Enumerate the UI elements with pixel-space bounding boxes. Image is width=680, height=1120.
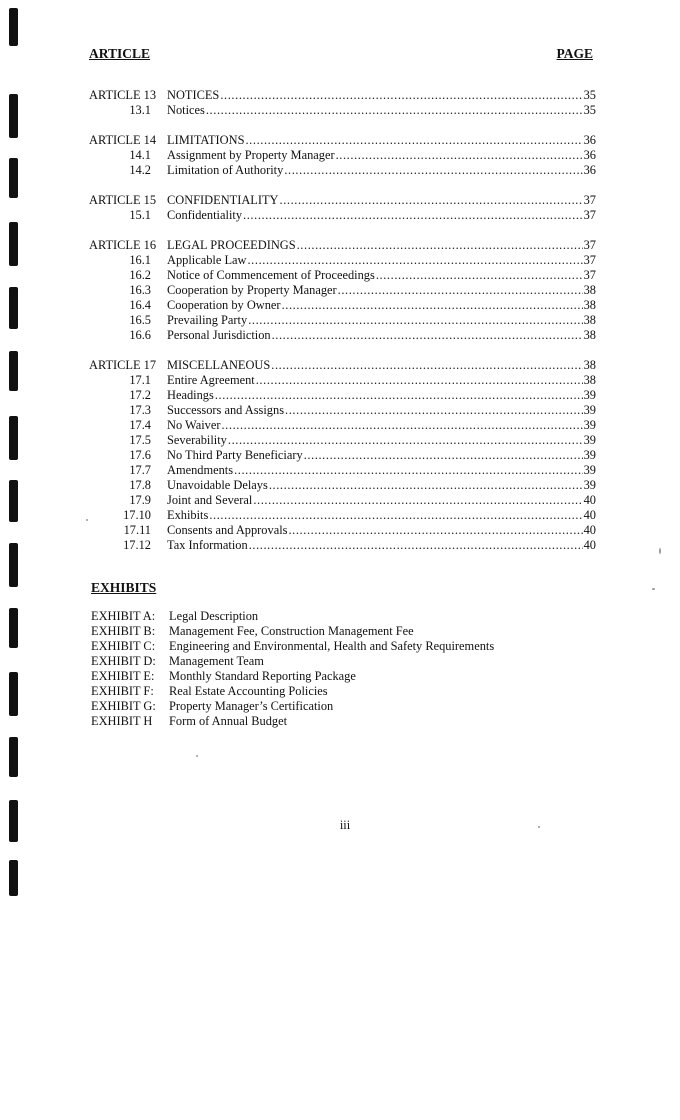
toc-section-number: 16.6 [129, 328, 151, 342]
toc-page-number: 37 [583, 268, 596, 282]
toc-page-number: 39 [583, 478, 596, 492]
toc-section-number: 14.2 [129, 163, 151, 177]
toc-article-label: ARTICLE 14 [89, 133, 157, 147]
toc-section-number: 17.4 [129, 418, 151, 432]
binder-hole [9, 351, 18, 391]
dot-leader [253, 492, 582, 508]
binder-hole [9, 860, 18, 896]
toc-entry-title: No Waiver [167, 418, 221, 432]
exhibit-label: EXHIBIT F: [91, 684, 154, 698]
dot-leader [215, 387, 583, 403]
toc-section-row [89, 492, 596, 508]
toc-section-number: 16.4 [129, 298, 151, 312]
toc-section-row [89, 432, 596, 448]
exhibit-description: Property Manager’s Certification [169, 699, 334, 713]
exhibits-heading: EXHIBITS [91, 580, 157, 595]
scan-speck [196, 755, 198, 757]
toc-entry-title: Unavoidable Delays [167, 478, 268, 492]
exhibit-description: Form of Annual Budget [169, 714, 288, 728]
toc-section-number: 17.12 [123, 538, 151, 552]
toc-page-number: 38 [583, 328, 596, 342]
toc-entry-title: LEGAL PROCEEDINGS [167, 238, 296, 252]
dot-leader [288, 522, 582, 538]
toc-page-number: 36 [583, 133, 596, 147]
binder-hole [9, 543, 18, 587]
dot-leader [284, 162, 582, 178]
toc-entry-title: NOTICES [167, 88, 220, 102]
dot-leader [234, 462, 583, 478]
toc-entry-title: Amendments [167, 463, 234, 477]
exhibit-label: EXHIBIT H [91, 714, 153, 728]
toc-article-row [89, 237, 596, 253]
dot-leader [336, 147, 583, 163]
toc-section-row [89, 297, 596, 313]
toc-entry-title: Consents and Approvals [167, 523, 288, 537]
exhibit-label: EXHIBIT A: [91, 609, 156, 623]
dot-leader [220, 87, 582, 103]
binder-hole [9, 222, 18, 266]
exhibit-description: Monthly Standard Reporting Package [169, 669, 356, 683]
toc-section-number: 17.1 [129, 373, 151, 387]
toc-page-number: 36 [583, 163, 596, 177]
binder-hole [9, 158, 18, 198]
toc-section-number: 17.10 [123, 508, 151, 522]
toc-section-row [89, 417, 596, 433]
toc-section-number: 16.2 [129, 268, 151, 282]
scan-speck [538, 826, 540, 828]
exhibit-description: Management Fee, Construction Management Fee [169, 624, 414, 638]
dot-leader [228, 432, 583, 448]
toc-entry-title: Notice of Commencement of Proceedings [167, 268, 375, 282]
dot-leader [271, 357, 582, 373]
toc-page-number: 39 [583, 433, 596, 447]
toc-entry-title: Headings [167, 388, 214, 402]
toc-section-row [89, 147, 596, 163]
toc-section-row [89, 507, 596, 523]
toc-page-number: 35 [583, 88, 596, 102]
exhibit-description: Real Estate Accounting Policies [169, 684, 328, 698]
toc-section-row [89, 312, 596, 328]
toc-entry-title: Confidentiality [167, 208, 243, 222]
binder-hole [9, 737, 18, 777]
toc-section-number: 17.3 [129, 403, 151, 417]
toc-section-row [89, 537, 596, 553]
exhibit-row [91, 639, 591, 654]
article-column-header: ARTICLE [89, 46, 151, 61]
toc-section-number: 13.1 [129, 103, 151, 117]
toc-section-number: 17.9 [129, 493, 151, 507]
toc-page-number: 40 [583, 523, 596, 537]
page-column-header: PAGE [556, 46, 593, 61]
toc-article-label: ARTICLE 17 [89, 358, 157, 372]
toc-section-number: 17.2 [129, 388, 151, 402]
dot-leader [304, 447, 583, 463]
dot-leader [209, 507, 582, 523]
toc-article-label: ARTICLE 16 [89, 238, 157, 252]
dot-leader [221, 417, 582, 433]
toc-page-number: 37 [583, 208, 596, 222]
toc-section-row [89, 267, 596, 283]
toc-section-row [89, 522, 596, 538]
exhibit-label: EXHIBIT D: [91, 654, 156, 668]
toc-entry-title: Successors and Assigns [167, 403, 285, 417]
toc-entry-title: Joint and Several [167, 493, 253, 507]
toc-section-row [89, 102, 596, 118]
toc-page-number: 37 [583, 253, 596, 267]
binder-hole [9, 94, 18, 138]
exhibit-description: Management Team [169, 654, 264, 668]
toc-entry-title: Personal Jurisdiction [167, 328, 271, 342]
dot-leader [269, 477, 583, 493]
toc-article-row [89, 192, 596, 208]
toc-entry-title: CONFIDENTIALITY [167, 193, 279, 207]
toc-page-number: 40 [583, 538, 596, 552]
scan-speck [652, 588, 655, 590]
toc-section-number: 17.7 [129, 463, 151, 477]
toc-entry-title: Severability [167, 433, 227, 447]
toc-section-number: 17.5 [129, 433, 151, 447]
exhibit-label: EXHIBIT C: [91, 639, 156, 653]
toc-section-row [89, 462, 596, 478]
toc-page-number: 38 [583, 373, 596, 387]
toc-section-row [89, 387, 596, 403]
toc-page-number: 40 [583, 493, 596, 507]
dot-leader [282, 297, 583, 313]
binder-hole [9, 416, 18, 460]
toc-page-number: 35 [583, 103, 596, 117]
toc-page-number: 40 [583, 508, 596, 522]
toc-section-row [89, 372, 596, 388]
page-number: iii [339, 818, 351, 832]
toc-section-row [89, 282, 596, 298]
toc-page-number: 39 [583, 418, 596, 432]
toc-section-number: 16.1 [129, 253, 151, 267]
dot-leader [247, 252, 582, 268]
binder-hole [9, 672, 18, 716]
toc-article-label: ARTICLE 15 [89, 193, 157, 207]
dot-leader [376, 267, 583, 283]
binder-hole [9, 800, 18, 842]
toc-entry-title: Entire Agreement [167, 373, 255, 387]
toc-entry-title: Tax Information [167, 538, 248, 552]
exhibit-row [91, 654, 591, 669]
binder-hole [9, 287, 18, 329]
exhibit-row [91, 699, 591, 714]
toc-entry-title: Exhibits [167, 508, 209, 522]
dot-leader [206, 102, 583, 118]
dot-leader [272, 327, 583, 343]
exhibit-label: EXHIBIT B: [91, 624, 156, 638]
toc-entry-title: Notices [167, 103, 205, 117]
toc-page-number: 39 [583, 388, 596, 402]
toc-entry-title: Cooperation by Owner [167, 298, 281, 312]
exhibit-row [91, 714, 591, 729]
dot-leader [243, 207, 583, 223]
scan-speck [86, 519, 88, 521]
toc-entry-title: Cooperation by Property Manager [167, 283, 337, 297]
toc-section-number: 14.1 [129, 148, 151, 162]
exhibit-description: Engineering and Environmental, Health and Safety Requirements [169, 639, 495, 653]
toc-section-row [89, 207, 596, 223]
dot-leader [280, 192, 583, 208]
exhibit-row [91, 669, 591, 684]
toc-section-number: 17.11 [123, 523, 151, 537]
toc-section-row [89, 162, 596, 178]
toc-page-number: 38 [583, 313, 596, 327]
toc-page-number: 38 [583, 298, 596, 312]
dot-leader [245, 132, 582, 148]
toc-section-number: 16.5 [129, 313, 151, 327]
toc-page-number: 39 [583, 403, 596, 417]
toc-entry-title: LIMITATIONS [167, 133, 245, 147]
exhibit-row [91, 609, 591, 624]
toc-section-row [89, 447, 596, 463]
toc-page-number: 36 [583, 148, 596, 162]
dot-leader [338, 282, 583, 298]
binder-hole [9, 8, 18, 46]
toc-article-row [89, 132, 596, 148]
exhibit-description: Legal Description [169, 609, 259, 623]
toc-article-row [89, 87, 596, 103]
exhibit-label: EXHIBIT E: [91, 669, 155, 683]
toc-section-row [89, 402, 596, 418]
toc-entry-title: MISCELLANEOUS [167, 358, 271, 372]
toc-section-row [89, 252, 596, 268]
toc-entry-title: No Third Party Beneficiary [167, 448, 303, 462]
toc-section-row [89, 477, 596, 493]
dot-leader [285, 402, 583, 418]
toc-article-label: ARTICLE 13 [89, 88, 157, 102]
toc-section-row [89, 327, 596, 343]
toc-entry-title: Limitation of Authority [167, 163, 284, 177]
dot-leader [297, 237, 583, 253]
binder-hole [9, 608, 18, 648]
toc-section-number: 17.8 [129, 478, 151, 492]
toc-article-row [89, 357, 596, 373]
exhibit-row [91, 684, 591, 699]
toc-page-number: 37 [583, 238, 596, 252]
toc-entry-title: Assignment by Property Manager [167, 148, 335, 162]
toc-page-number: 37 [583, 193, 596, 207]
scan-speck [659, 548, 661, 554]
toc-section-number: 15.1 [129, 208, 151, 222]
toc-page-number: 38 [583, 358, 596, 372]
exhibit-row [91, 624, 591, 639]
toc-page-number: 38 [583, 283, 596, 297]
binder-hole [9, 480, 18, 522]
toc-section-number: 16.3 [129, 283, 151, 297]
dot-leader [248, 312, 582, 328]
toc-entry-title: Prevailing Party [167, 313, 248, 327]
dot-leader [249, 537, 583, 553]
dot-leader [256, 372, 583, 388]
exhibit-label: EXHIBIT G: [91, 699, 156, 713]
toc-entry-title: Applicable Law [167, 253, 247, 267]
toc-page-number: 39 [583, 463, 596, 477]
toc-section-number: 17.6 [129, 448, 151, 462]
toc-page-number: 39 [583, 448, 596, 462]
